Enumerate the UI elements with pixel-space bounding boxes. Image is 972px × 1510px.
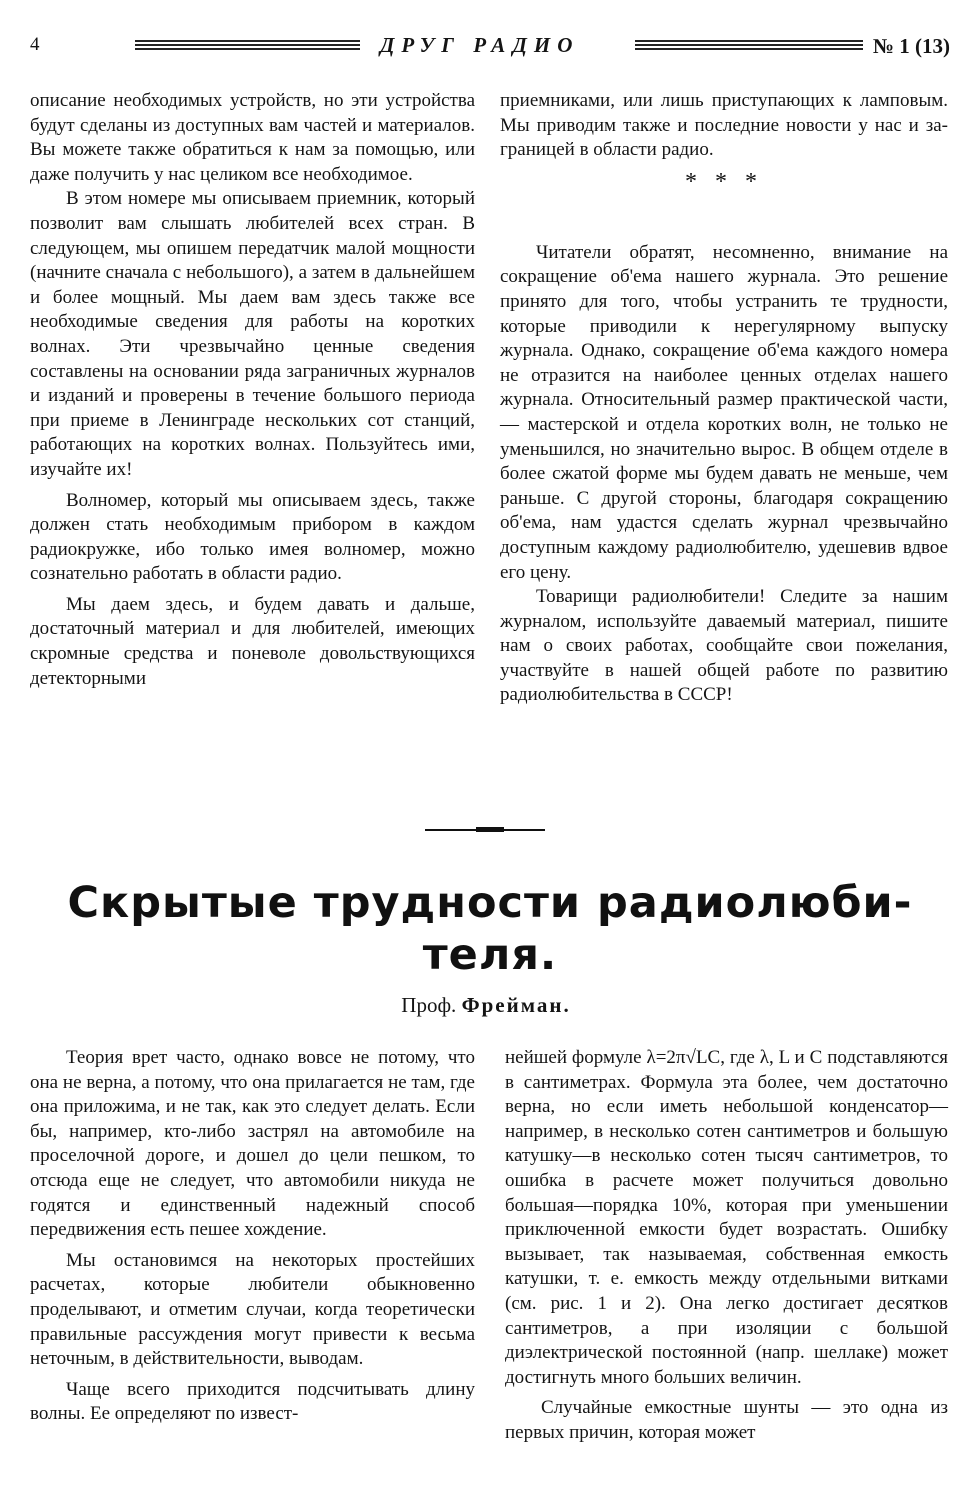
paragraph: В этом номере мы описываем приемник, который позволит вам слышать любителей всех стран. В следующем, мы опишем передатчик малой мощности (начните сначала с небольшого), а затем в дальнейшем и более мощный. Мы даем вам здесь также все необходимые сведения для работы на коротких волнах. Эти чрезвычайно ценные сведения составлены на основании ряда заграничных журналов и изданий и проверены в течение большого периода при приеме в Ленинграде нескольких сот станций, работающих на коротких волнах. Пользуйтесь ими, изучайте их!	[30, 188, 475, 480]
author-prefix: Проф.	[401, 993, 457, 1017]
author-name: Фрейман.	[461, 993, 571, 1017]
intro-column-left	[30, 89, 475, 691]
article-title-line2: теля.	[422, 930, 558, 980]
paragraph: Чаще всего приходится подсчитывать длину волны. Ее определяют по извест-	[30, 1378, 475, 1425]
paragraph: Волномер, который мы описываем здесь, также должен стать необходимым прибором в каждом радиокружке, ибо только имея волномер, можно сознательно работать в области радио.	[30, 489, 475, 585]
paragraph: нейшей формуле λ=2π√LC, где λ, L и C подставляются в сантиметрах. Формула эта более, чем достаточно верна, но если иметь небольшой конденсатор—например, в несколько сотен сантиметров и большую катушку—в несколько сотен тысяч сантиметров, то ошибка в расчете может получиться довольно большая—порядка 10%, которая при уменьшении приключенной емкости будет возрастать. Ошибку вызывает, так называемая, собственная емкость катушки, т. е. емкость между отдельными витками (см. рис. 1 и 2). Она легко достигает десятков сантиметров, а при изоляции с большой диэлектрической постоянной (напр. шеллаке) может достигнуть много больших величин.	[505, 1047, 948, 1388]
page-header	[30, 30, 950, 60]
paragraph: Мы даем здесь, и будем давать и дальше, достаточный материал и для любителей, имеющих скромные средства и поневоле довольствующихся детекторными	[30, 593, 475, 689]
paragraph: Мы остановимся на некоторых простейших расчетах, которые любители обыкновенно проделывают, и отметим случаи, когда теоретически правильные рассуждения могут привести к весьма неточным, в действительности, выводам.	[30, 1249, 475, 1370]
section-stars: * * *	[685, 168, 763, 195]
paragraph: приемниками, или лишь приступающих к ламповым. Мы приводим также и последние новости у нас и за-границей в области радио.	[500, 90, 948, 161]
masthead: ДРУГ РАДИО	[380, 33, 580, 57]
issue-number: № 1 (13)	[872, 34, 950, 58]
header-rule-right	[635, 40, 863, 50]
section-divider-ornament	[476, 827, 504, 832]
article-author	[0, 993, 972, 1018]
paragraph: Случайные емкостные шунты — это одна из первых причин, которая может	[505, 1397, 948, 1443]
header-rule-left	[135, 40, 360, 50]
article-column-right	[505, 1046, 948, 1446]
page-number: 4	[30, 34, 40, 55]
paragraph: Читатели обратят, несомненно, внимание на сокращение об'ема нашего журнала. Это решение принято для того, чтобы устранить те трудности, которые приводили к нерегулярному выпуску журнала. Однако, сокращение об'ема каждого номера не отразится на наиболее ценных отделах нашего журнала. Относительный размер практической части, — мастерской и отдела коротких волн, не только не уменьшился, но значительно вырос. В общем отделе в более сжатой форме мы будем давать не меньше, чем раньше. С другой стороны, благодаря сокращению об'ема, нам удастся сделать журнал чрезвычайно доступным каждому радиолюбителю, удешевив вдвое его цену.	[500, 241, 948, 583]
article-title-line1: Скрытые трудности радиолюби-	[67, 878, 913, 928]
paragraph: Теория врет часто, однако вовсе не потому, что она не верна, а потому, что она прилагается не там, где она приложима, и не так, как это следует делать. Если бы, например, кто-либо застрял на автомобиле на проселочной дороге, и дошел до цели пешком, то отсюда еще не следует, что автомобили никуда не годятся и единственный надежный способ передвижения есть пешее хождение.	[30, 1047, 475, 1241]
article-column-left	[30, 1046, 475, 1427]
paragraph: Товарищи радиолюбители! Следите за нашим журналом, используйте даваемый материал, пишите нам о своих работах, сообщайте свои пожелания, участвуйте в нашей общей работе по развитию радиолюбительства в СССР!	[500, 586, 948, 706]
intro-column-right	[500, 89, 948, 708]
paragraph: описание необходимых устройств, но эти устройства будут сделаны из доступных вам частей и материалов. Вы можете также обратиться к нам за помощью, или даже получить у нас целиком все необходимое.	[30, 90, 475, 185]
